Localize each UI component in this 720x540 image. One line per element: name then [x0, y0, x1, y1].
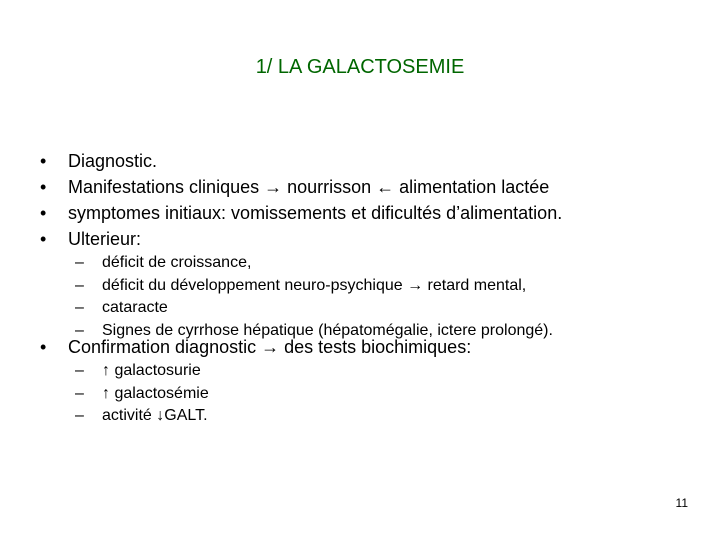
- bullet-text: Ulterieur:: [68, 229, 142, 249]
- sub-item: [40, 252, 553, 275]
- sub-item-text: activité ↓GALT.: [102, 407, 208, 424]
- bullet-marker: •: [40, 151, 47, 171]
- bullet-marker: •: [40, 229, 47, 249]
- ulterieur-sub-list: [40, 252, 553, 342]
- bullet-item: [40, 200, 562, 226]
- sub-bullet-marker: –: [75, 321, 84, 339]
- sub-item-text: déficit de croissance,: [102, 254, 252, 271]
- bullet-marker: •: [40, 203, 47, 223]
- bullet-text: Manifestations cliniques → nourrisson ← alimentation lactée: [68, 177, 550, 197]
- bullet-list: [40, 148, 562, 252]
- sub-bullet-marker: –: [75, 254, 84, 271]
- sub-item: [40, 405, 209, 428]
- bullet-item: [40, 148, 562, 174]
- sub-bullet-marker: –: [75, 276, 84, 294]
- sub-item-text: ↑ galactosurie: [102, 362, 201, 379]
- sub-item-text: Signes de cyrrhose hépatique (hépatomégalie, ictere prolongé).: [102, 321, 553, 339]
- sub-bullet-marker: –: [75, 384, 84, 402]
- slide-title: 1/ LA GALACTOSEMIE: [255, 56, 465, 78]
- bullet-marker: •: [40, 177, 47, 197]
- confirmation-text: Confirmation diagnostic → des tests biochimiques:: [68, 337, 472, 357]
- sub-bullet-marker: –: [75, 362, 84, 379]
- sub-item: [40, 360, 209, 383]
- sub-bullet-marker: –: [75, 407, 84, 424]
- confirmation-sub-list: [40, 360, 209, 428]
- confirmation-bullet: [40, 334, 471, 360]
- bullet-item: [40, 226, 562, 252]
- sub-item: [40, 297, 553, 320]
- sub-bullet-marker: –: [75, 299, 84, 316]
- sub-item: [40, 275, 553, 298]
- sub-item-text: cataracte: [102, 299, 168, 316]
- sub-item: [40, 383, 209, 406]
- sub-item-text: ↑ galactosémie: [102, 384, 209, 402]
- bullet-item: [40, 174, 562, 200]
- bullet-text: Diagnostic.: [68, 151, 158, 171]
- bullet-marker: •: [40, 337, 47, 357]
- sub-item-text: déficit du développement neuro-psychique → retard mental,: [102, 276, 527, 294]
- page-number: 11: [675, 496, 688, 510]
- bullet-text: symptomes initiaux: vomissements et dificultés d’alimentation.: [68, 203, 563, 223]
